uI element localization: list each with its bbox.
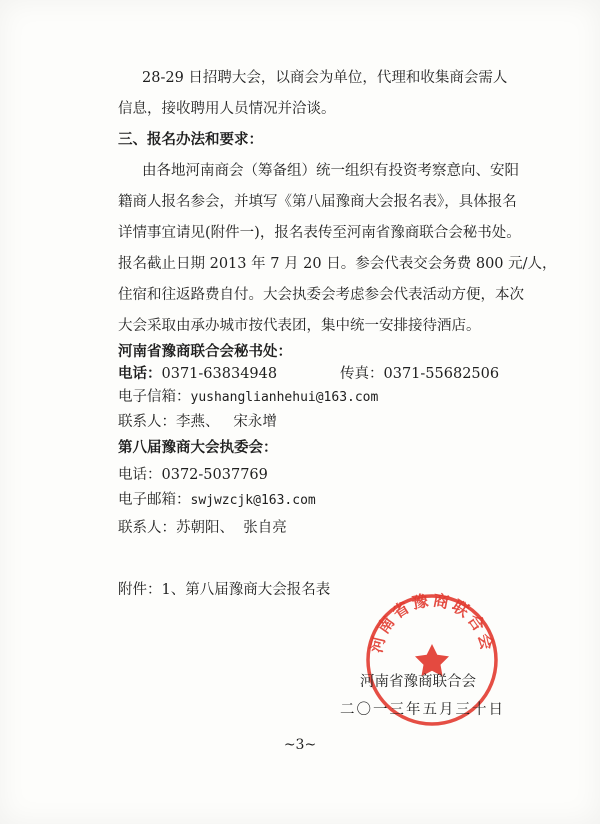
contact-person-names: 苏朝阳、 张自亮	[176, 520, 287, 536]
contact-org-heading: 第八届豫商大会执委会：	[118, 439, 278, 456]
contact-person-row	[118, 412, 277, 432]
paragraph-line: 报名截止日期 2013 年 7 月 20 日。参会代表交会务费 800 元/人，	[118, 256, 557, 272]
paragraph-line: 28-29 日招聘大会，以商会为单位，代理和收集商会需人	[142, 70, 508, 86]
phone-label: 电话：	[118, 365, 162, 382]
phone-row	[118, 465, 268, 485]
email-row	[118, 490, 316, 511]
contact-org-heading: 河南省豫商联合会秘书处：	[118, 343, 292, 360]
email-row	[118, 387, 378, 408]
section-heading: 三、报名办法和要求：	[118, 131, 263, 148]
contact-person-row	[118, 518, 287, 538]
signature-date: 二〇一三年五月三十日	[340, 702, 505, 718]
phone-row	[118, 364, 277, 384]
paragraph-line: 信息，接收聘用人员情况并洽谈。	[118, 101, 336, 117]
paragraph-line: 由各地河南商会（筹备组）统一组织有投资考察意向、安阳	[142, 163, 519, 179]
signature-org: 河南省豫商联合会	[360, 674, 476, 690]
phone-value: 0371-63834948	[161, 366, 278, 382]
fax-label: 传真：	[340, 366, 384, 382]
attachment-line: 附件：1、第八届豫商大会报名表	[118, 582, 331, 598]
paragraph-line: 详情事宜请见(附件一)，报名表传至河南省豫商联合会秘书处。	[118, 225, 521, 241]
email-label: 电子邮箱：	[118, 492, 191, 508]
contact-person-label: 联系人：	[118, 414, 176, 430]
seal-text: 河南省豫商联合会	[366, 590, 498, 655]
email-value: yushanglianhehui@163.com	[190, 390, 379, 405]
email-label: 电子信箱：	[118, 389, 191, 405]
fax-row	[340, 364, 499, 384]
paragraph-line: 籍商人报名参会，并填写《第八届豫商大会报名表》，具体报名	[118, 194, 517, 210]
fax-value: 0371-55682506	[383, 366, 500, 382]
email-value: swjwzcjk@163.com	[190, 493, 316, 508]
paragraph-line: 住宿和往返路费自付。大会执委会考虑参会代表活动方便，本次	[118, 287, 524, 303]
page-number: ~3~	[283, 737, 317, 753]
paragraph-line: 大会采取由承办城市按代表团，集中统一安排接待酒店。	[118, 318, 481, 334]
contact-person-label: 联系人：	[118, 520, 176, 536]
phone-value: 0372-5037769	[161, 467, 268, 483]
contact-person-names: 李燕、 宋永增	[176, 414, 277, 430]
phone-label: 电话：	[118, 467, 162, 483]
